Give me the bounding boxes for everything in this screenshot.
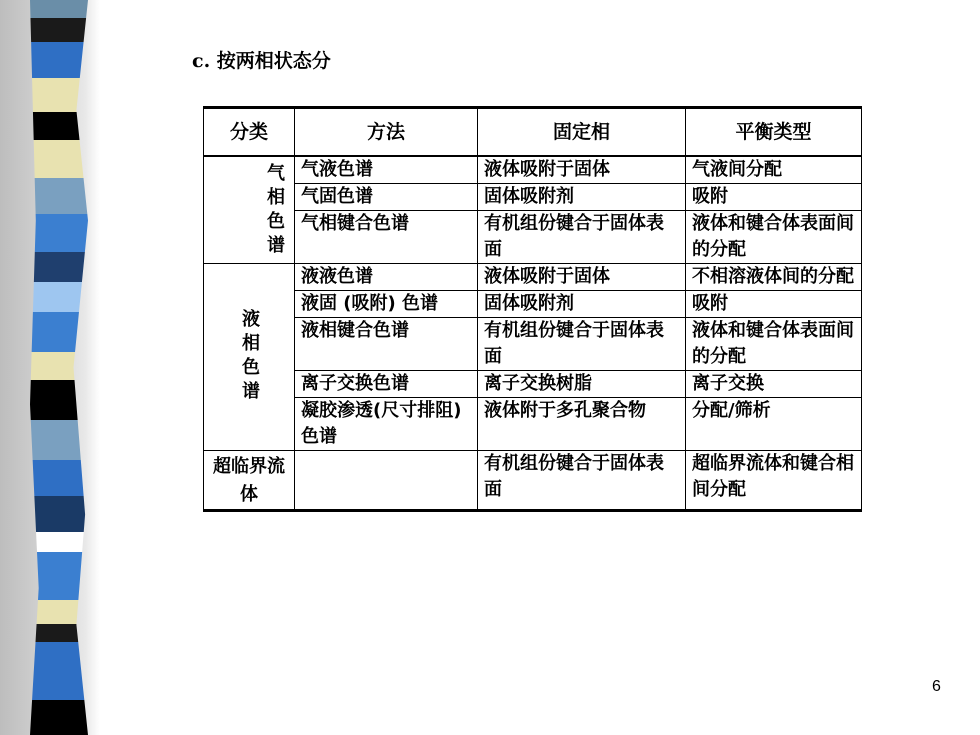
category-gas-label: 气相色谱 [264,163,285,259]
cell-phase: 离子交换树脂 [478,371,686,398]
table-row [204,156,862,184]
cell-phase: 固体吸附剂 [478,184,686,211]
category-gas [204,156,295,264]
classification-table [203,106,862,512]
table-row [204,211,862,264]
header-equilibrium-type: 平衡类型 [686,108,862,157]
page-number: 6 [932,678,941,695]
table-header-row [204,108,862,157]
cell-type: 吸附 [686,291,862,318]
cell-method: 气相键合色谱 [295,211,478,264]
cell-type: 离子交换 [686,371,862,398]
cell-phase: 液体吸附于固体 [478,264,686,291]
table-row [204,264,862,291]
cell-phase: 有机组份键合于固体表面 [478,318,686,371]
cell-type: 吸附 [686,184,862,211]
header-method: 方法 [295,108,478,157]
table-row [204,184,862,211]
table-row [204,451,862,511]
table-row [204,371,862,398]
table-row [204,398,862,451]
cell-method: 液固 (吸附) 色谱 [295,291,478,318]
cell-type: 分配/筛析 [686,398,862,451]
slide-heading: c. 按两相状态分 [192,50,331,72]
cell-type: 不相溶液体间的分配 [686,264,862,291]
category-liquid-label: 液相色谱 [239,309,260,405]
table-row [204,318,862,371]
cell-method [295,451,478,511]
header-stationary-phase: 固定相 [478,108,686,157]
cell-phase: 有机组份键合于固体表面 [478,451,686,511]
cell-type: 气液间分配 [686,156,862,184]
cell-phase: 液体吸附于固体 [478,156,686,184]
header-category: 分类 [204,108,295,157]
cell-method: 凝胶渗透(尺寸排阻)色谱 [295,398,478,451]
cell-phase: 有机组份键合于固体表面 [478,211,686,264]
cell-type: 超临界流体和键合相间分配 [686,451,862,511]
cell-method: 气固色谱 [295,184,478,211]
cell-type: 液体和键合体表面间的分配 [686,211,862,264]
cell-phase: 液体附于多孔聚合物 [478,398,686,451]
cell-type: 液体和键合体表面间的分配 [686,318,862,371]
category-liquid [204,264,295,451]
cell-phase: 固体吸附剂 [478,291,686,318]
table-row [204,291,862,318]
category-supercritical: 超临界流体 [204,451,295,511]
cell-method: 气液色谱 [295,156,478,184]
cell-method: 液液色谱 [295,264,478,291]
decorative-side-strip [0,0,100,735]
cell-method: 离子交换色谱 [295,371,478,398]
cell-method: 液相键合色谱 [295,318,478,371]
